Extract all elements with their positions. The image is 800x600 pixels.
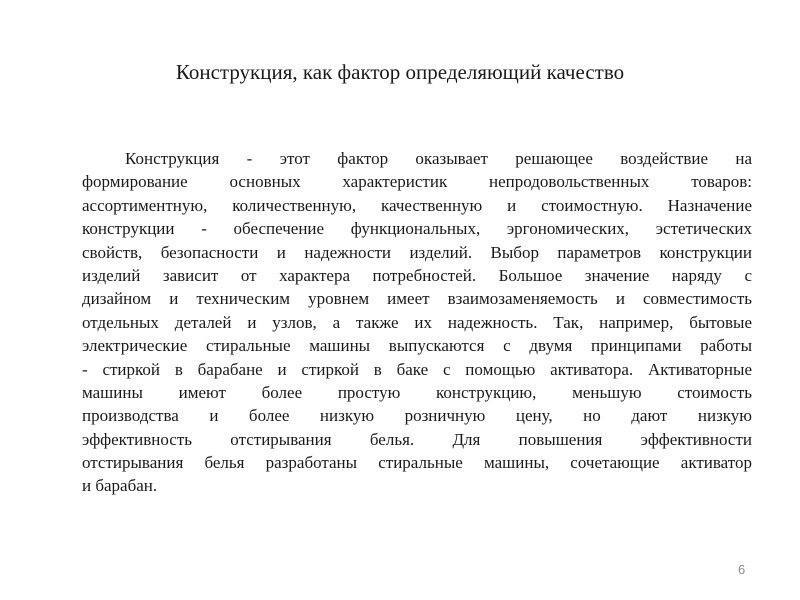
paragraph-line: свойств, безопасности и надежности изделий. Выбор параметров конструкции <box>82 242 752 262</box>
slide-title: Конструкция, как фактор определяющий качество <box>175 60 625 84</box>
slide-body-paragraph <box>82 147 752 498</box>
paragraph-line: эффективность отстирывания белья. Для повышения эффективности <box>82 429 752 449</box>
paragraph-line: Конструкция - этот фактор оказывает решающее воздействие на <box>125 149 752 168</box>
paragraph-line: - стиркой в барабане и стиркой в баке с помощью активатора. Активаторные <box>82 359 752 379</box>
paragraph-line: машины имеют более простую конструкцию, меньшую стоимость <box>82 382 752 402</box>
paragraph-line: и барабан. <box>82 476 158 496</box>
paragraph-line: дизайном и техническим уровнем имеет взаимозаменяемость и совместимость <box>82 289 752 309</box>
paragraph-line: отстирывания белья разработаны стиральные машины, сочетающие активатор <box>82 453 752 473</box>
paragraph-line: изделий зависит от характера потребностей. Большое значение наряду с <box>82 265 752 285</box>
paragraph-line: отдельных деталей и узлов, а также их надежность. Так, например, бытовые <box>82 312 752 332</box>
paragraph-line: формирование основных характеристик непродовольственных товаров: <box>82 172 752 192</box>
page-number: 6 <box>738 562 746 577</box>
paragraph-line: производства и более низкую розничную цену, но дают низкую <box>82 406 752 426</box>
paragraph-line: конструкции - обеспечение функциональных, эргономических, эстетических <box>82 219 752 239</box>
paragraph-line: ассортиментную, количественную, качественную и стоимостную. Назначение <box>82 195 752 215</box>
paragraph-line: электрические стиральные машины выпускаются с двумя принципами работы <box>82 336 752 356</box>
